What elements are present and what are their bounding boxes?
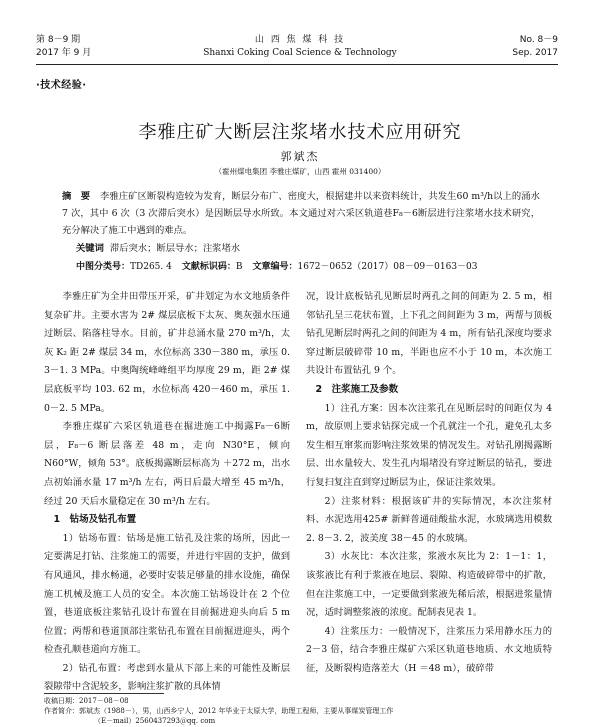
- body-paragraph: 1）钻场布置：钻场是施工钻孔及注浆的场所，因此一定要满足打钻、注浆施工的需要，并进行牢固的支护，做到有风通风，排水畅通，必要时安装足够量的排水设施，确保施工机械及施工人员的安全。本次施工钻场设计在 2 个位置，巷道底板注浆钻孔设计布置在目前掘进迎头向后 5 m 位置；两帮和巷道顶部注浆钻孔布置在目前掘进迎头，两个检查孔顺巷道向方施工。: [44, 532, 290, 656]
- body-paragraph: 4）注浆压力：一般情况下，注浆压力采用静水压力的 2－3 倍，结合李雅庄煤矿六采区轨道巷地质、水文地质特征，及断裂构造落差大（H ＝48 m），破碎带: [306, 625, 552, 674]
- clc-label: 中图分类号：: [76, 262, 131, 272]
- author-affiliation: （霍州煤电集团 李雅庄煤矿，山西 霍州 031400）: [214, 167, 386, 176]
- body-paragraph: 况，设计底板钻孔见断层时两孔之间的间距为 2. 5 m，相邻钻孔呈三花状布置，上下孔之间间距为 3 m，两帮与顶板钻孔见断层时两孔之间的间距为 4 m，所有钻孔深度均要求穿过断层破碎带 10 m，半距也应不小于 10 m，本次施工共设计布置钻孔 9 个。: [306, 291, 552, 377]
- doc-code-value: B: [235, 262, 243, 272]
- paper-author: 郭斌杰: [280, 150, 320, 163]
- header-issue-en: No. 8－9: [519, 35, 558, 45]
- doc-code-label: 文献标识码：: [181, 262, 236, 272]
- section-heading: 1 钻场及钻孔布置: [53, 514, 137, 526]
- classification-line: [76, 259, 556, 275]
- header-divider: [36, 64, 558, 65]
- body-column-right: [306, 288, 552, 678]
- author-bio: 作者简介：郭斌杰（1988－），男，山西乡宁人，2012 年毕业于太原大学，助理工程师，主要从事煤炭管理工作: [44, 707, 394, 715]
- body-paragraph: 李雅庄矿为全井田带压开采，矿井划定为水文地质条件复杂矿井。主要水害为 2# 煤层底板下太灰、奥灰强水压通过断层、陷落柱导水。目前，矿井总涌水量 270 m³/h，太灰 K₂ 距 2# 煤层 34 m，水位标高 330－380 m，承压 0. 3－1. 3 MPa。中奥陶统峰峰组平均厚度 29 m，距 2# 煤层底板平均 103. 62 m，水位标高 420－460 m，承压 1. 0－2. 5 MPa。: [44, 291, 290, 414]
- footnote: [44, 696, 564, 726]
- body-paragraph: 李雅庄煤矿六采区轨道巷在掘进施工中揭露F₈－6断层，F₈－6 断层落差 48 m，走向 N30°E，倾向 N60°W，倾角 53°。底板揭露断层标高为 ＋272 m，出水点初始涌水量 17 m³/h 左右，两日后最大增至 45 m³/h，经过 20 天后水量稳定在 30 m³/h 左右。: [44, 421, 290, 507]
- author-email: （E－mail）2560437293＠qq. com: [94, 717, 216, 725]
- keywords-text: 滞后突水；断层导水；注浆堵水: [109, 243, 241, 254]
- keywords-label: 关键词: [76, 243, 104, 254]
- abstract: [62, 188, 540, 239]
- body-paragraph: 1）注孔方案：因本次注浆孔在见断层时的间距仅为 4 m，故原则上要求钻探完成一个孔就注一个孔，避免孔太多发生相互窜浆而影响注浆效果的情况发生。对钻孔刚揭露断层、出水量较大、发生孔内塌堵没有穿过断层的钻孔，要进行复扫复注直到穿过断层为止，保证注浆效果。: [306, 402, 552, 488]
- body-paragraph: 3）水灰比：本次注浆，浆液水灰比为 2：1－1：1，该浆液比有利于浆液在地层、裂隙、构造破碎带中的扩散，但在注浆施工中，一定要做到浆液先稀后浓，根据进浆量情况，适时调整浆液的浓度。配制表见表 1。: [306, 551, 552, 619]
- abstract-label: 摘 要: [62, 191, 91, 202]
- footnote-divider: [44, 693, 164, 694]
- header-date-en: Sep. 2017: [512, 48, 558, 58]
- clc-value: TD265. 4: [130, 262, 172, 272]
- header-issue: 第 8－9 期: [36, 35, 81, 45]
- header-issue-block: [36, 34, 91, 60]
- section-heading: 2 注浆施工及参数: [315, 383, 399, 395]
- received-date: 收稿日期：2017－08－08: [44, 697, 129, 705]
- header-issue-en-block: [512, 34, 558, 60]
- body-paragraph: 2）钻孔布置：考虑到水量从下部上来的可能性及断层裂隙带中含泥较多，影响注浆扩散的具体情: [44, 662, 290, 693]
- journal-name-cn: 山 西 焦 煤 科 技: [254, 35, 346, 45]
- body-paragraph: 2）注浆材料：根据该矿井的实际情况，本次注浆材料、水泥选用425# 新鲜普通硅酸盐水泥，水玻璃选用模数 2. 8－3. 2，波美度 38－45 的水玻璃。: [306, 495, 552, 544]
- paper-title: 李雅庄矿大断层注浆堵水技术应用研究: [138, 122, 462, 143]
- header-journal-block: [160, 34, 440, 60]
- article-number-value: 1672－0652（2017）08－09－0163－03: [297, 262, 478, 272]
- body-column-left: [44, 288, 290, 697]
- journal-name-en: Shanxi Coking Coal Science & Technology: [203, 48, 397, 58]
- article-number-label: 文章编号：: [252, 262, 298, 272]
- header-date: 2017 年 9 月: [36, 48, 92, 58]
- section-tag: ·技术经验·: [36, 80, 87, 91]
- keywords: [76, 241, 536, 257]
- abstract-text: 李雅庄矿区断裂构造较为发育，断层分布广、密度大，根据建井以来资料统计，共发生60 m³/h以上的涌水 7 次，其中 6 次（3 次滞后突水）是因断层导水所致。本文通过对六采区轨道巷F₈－6断层进行注浆堵水技术研究，充分解决了施工中遇到的难点。: [62, 191, 540, 236]
